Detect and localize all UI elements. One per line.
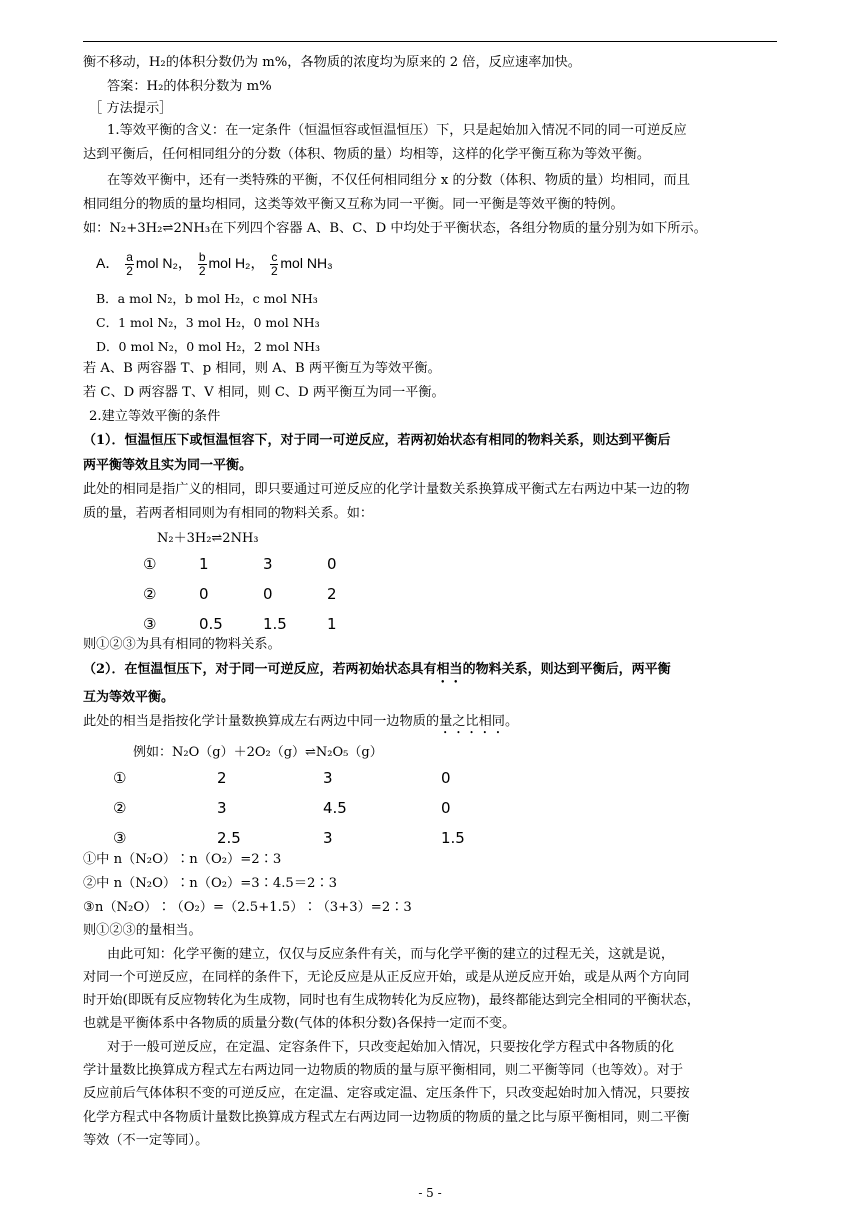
text-line: 则①②③的量相当。: [83, 923, 202, 938]
option-a-label: A．: [96, 255, 120, 271]
equation-1: N₂＋3H₂⇌2NH₃: [157, 531, 259, 546]
text-line: 此处的相当是指按化学计量数换算成左右两边中同一边物质的量之比相同。: [83, 714, 519, 729]
option-a-term: mol H₂，: [208, 255, 265, 271]
text-line: 则①②③为具有相同的物料关系。: [83, 637, 281, 652]
paragraph-line: 等效（不一定等同）。: [83, 1133, 209, 1148]
text-line: 质的量，若两者相同则为有相同的物料关系。如：: [83, 506, 374, 521]
fraction-a-over-2: $\frac{a}{2}$: [126, 249, 133, 278]
table-2: [113, 763, 465, 853]
table-row: ② 3 4.5 0: [113, 799, 451, 817]
table-row: ② 0 0 2: [143, 585, 337, 603]
text-line: 此处的相同是指广义的相同，即只要通过可逆反应的化学计量数关系换算成平衡式左右两边中某一边的物: [83, 482, 690, 497]
section-heading: ［ 方法提示］: [89, 101, 173, 116]
option-d: D．0 mol N₂，0 mol H₂，2 mol NH₃: [96, 339, 321, 354]
text-line: 在等效平衡中，还有一类特殊的平衡，不仅任何相同组分 x 的分数（体积、物质的量）均相同，而且: [107, 173, 690, 188]
fraction-b-over-2: $\frac{b}{2}$: [198, 249, 206, 278]
text-line: 若 A、B 两容器 T、p 相同，则 A、B 两平衡互为等效平衡。: [83, 361, 441, 376]
paragraph-line: 反应前后气体体积不变的可逆反应，在定温、定容或定温、定压条件下，只改变起始时加入情况，只要按: [83, 1086, 690, 1101]
paragraph-line: 对同一个可逆反应，在同样的条件下，无论反应是从正反应开始，或是从逆反应开始，或是从两个方向同: [83, 970, 690, 985]
table-row: ① 1 3 0: [143, 555, 337, 573]
bold-rule: 互为等效平衡。: [83, 690, 175, 705]
table-row: ③ 2.5 3 1.5: [113, 829, 465, 847]
text-line: 衡不移动，H₂的体积分数仍为 m%，各物质的浓度均为原来的 2 倍，反应速率加快。: [83, 55, 581, 70]
ratio-line: ②中 n（N₂O）∶n（O₂）=3∶4.5＝2∶3: [83, 876, 337, 891]
text-line: 如：N₂+3H₂⇌2NH₃在下列四个容器 A、B、C、D 中均处于平衡状态，各组分物质的量分别为如下所示。: [83, 221, 707, 236]
table-row: ③ 0.5 1.5 1: [143, 615, 337, 633]
paragraph-line: 也就是平衡体系中各物质的质量分数(气体的体积分数)各保持一定而不变。: [83, 1016, 516, 1031]
text-line: 1.等效平衡的含义：在一定条件（恒温恒容或恒温恒压）下，只是起始加入情况不同的同一可逆反应: [107, 123, 687, 138]
fraction-c-over-2: $\frac{c}{2}$: [271, 249, 278, 278]
text-line: 达到平衡后，任何相同组分的分数（体积、物质的量）均相等，这样的化学平衡互称为等效平衡。: [83, 147, 651, 162]
option-b: B．a mol N₂，b mol H₂，c mol NH₃: [96, 291, 318, 306]
text-line: 相同组分的物质的量均相同，这类等效平衡又互称为同一平衡。同一平衡是等效平衡的特例。: [83, 197, 624, 212]
bold-rule: 两平衡等效且实为同一平衡。: [83, 458, 253, 473]
option-a-term: mol N₂，: [135, 255, 192, 271]
paragraph-line: 对于一般可逆反应，在定温、定容条件下，只改变起始加入情况，只要按化学方程式中各物质的化: [107, 1040, 675, 1055]
table-1: [143, 549, 337, 639]
bold-rule: （2）．在恒温恒压下，对于同一可逆反应，若两初始状态具有相当的物料关系，则达到平衡后，两平衡: [83, 662, 671, 677]
option-c: C．1 mol N₂，3 mol H₂，0 mol NH₃: [96, 315, 320, 330]
paragraph-line: 由此可知：化学平衡的建立，仅仅与反应条件有关，而与化学平衡的建立的过程无关，这就是说，: [107, 947, 675, 962]
paragraph-line: 时开始(即既有反应物转化为生成物，同时也有生成物转化为反应物)，最终都能达到完全相同的平衡状态，: [83, 993, 700, 1008]
section-heading: 2.建立等效平衡的条件: [89, 409, 221, 424]
equation-2: 例如：N₂O（g）＋2O₂（g）⇌N₂O₅（g）: [133, 745, 383, 760]
bold-rule: （1）．恒温恒压下或恒温恒容下，对于同一可逆反应，若两初始状态有相同的物料关系，则达到平衡后: [83, 433, 671, 448]
text-line: 若 C、D 两容器 T、V 相同，则 C、D 两平衡互为同一平衡。: [83, 385, 445, 400]
header-rule: [83, 41, 777, 42]
option-a-line: [96, 248, 333, 278]
ratio-line: ③n（N₂O）∶（O₂）=（2.5+1.5）∶（3+3）=2∶3: [83, 900, 412, 915]
page-number: - 5 -: [418, 1186, 442, 1200]
paragraph-line: 学计量数比换算成方程式左右两边同一边物质的物质的量与原平衡相同，则二平衡等同（也等效）。对于: [83, 1063, 684, 1078]
answer-line: 答案：H₂的体积分数为 m%: [107, 79, 272, 94]
paragraph-line: 化学方程式中各物质计量数比换算成方程式左右两边同一边物质的物质的量之比与原平衡相同，则二平衡: [83, 1110, 690, 1125]
table-row: ① 2 3 0: [113, 769, 451, 787]
ratio-line: ①中 n（N₂O）∶n（O₂）=2∶3: [83, 852, 282, 867]
option-a-term: mol NH₃: [280, 255, 333, 271]
